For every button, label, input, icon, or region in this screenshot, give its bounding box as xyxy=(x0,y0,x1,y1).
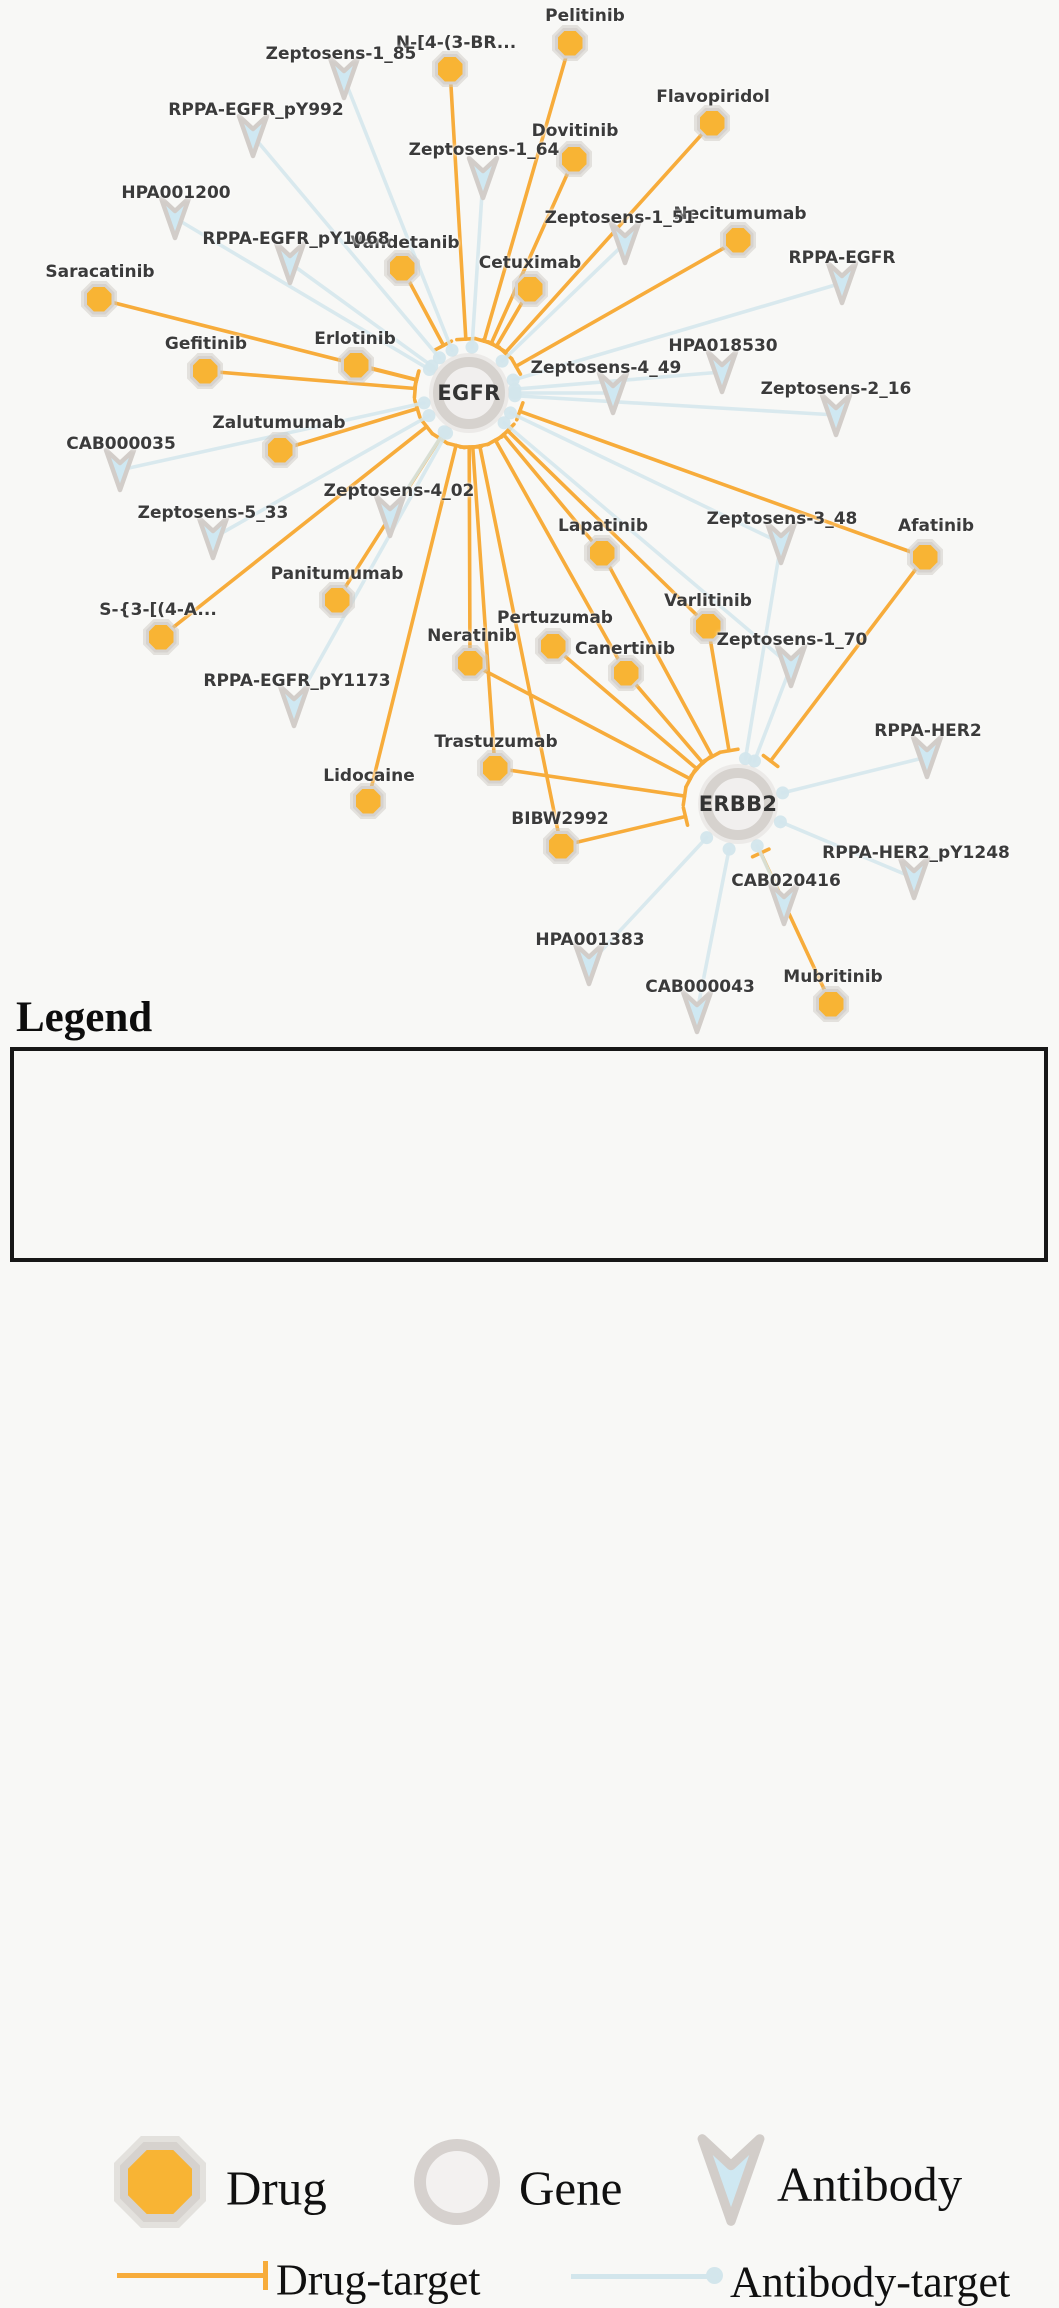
drug-node-gefitinib[interactable] xyxy=(187,353,223,389)
drug-node-mubritinib[interactable] xyxy=(813,986,849,1022)
drug-node-necitumumab[interactable] xyxy=(720,222,756,258)
antibody-node-cab000035[interactable] xyxy=(103,448,137,492)
antibody-chevron-icon xyxy=(466,156,500,200)
legend-title: Legend xyxy=(16,993,152,1042)
node-label-zeptosens-1-64: Zeptosens-1_64 xyxy=(409,140,560,160)
node-label-cab000035: CAB000035 xyxy=(66,434,176,454)
antibody-chevron-icon xyxy=(774,644,808,688)
drug-node-n-4-3-br[interactable] xyxy=(432,51,468,87)
node-label-hpa001200: HPA001200 xyxy=(121,183,230,203)
node-label-s-3-4-a: S-{3-[(4-A... xyxy=(99,600,217,620)
drug-octagon-icon xyxy=(114,2136,206,2228)
node-label-zeptosens-5-33: Zeptosens-5_33 xyxy=(138,503,289,523)
antibody-chevron-icon xyxy=(236,114,270,158)
antibody-chevron-icon xyxy=(696,2134,766,2226)
drug-node-panitumumab[interactable] xyxy=(319,582,355,618)
drug-node-saracatinib[interactable] xyxy=(81,281,117,317)
legend-drug-label: Drug xyxy=(226,2160,327,2217)
antibody-node-zeptosens-2-16[interactable] xyxy=(819,393,853,437)
drug-target-tbar xyxy=(263,2261,268,2290)
node-label-mubritinib: Mubritinib xyxy=(783,967,882,987)
node-label-zeptosens-1-51: Zeptosens-1_51 xyxy=(545,208,696,228)
drug-node-vandetanib[interactable] xyxy=(384,250,420,286)
drug-node-lidocaine[interactable] xyxy=(350,783,386,819)
drug-node-pelitinib[interactable] xyxy=(552,25,588,61)
node-label-zeptosens-4-49: Zeptosens-4_49 xyxy=(531,358,682,378)
drug-node-cetuximab[interactable] xyxy=(512,271,548,307)
node-label-bibw2992: BIBW2992 xyxy=(511,809,608,829)
antibody-target-line xyxy=(571,2274,709,2279)
node-label-rppa-egfr-py1173: RPPA-EGFR_pY1173 xyxy=(203,671,390,691)
node-label-rppa-egfr-py992: RPPA-EGFR_pY992 xyxy=(168,100,343,120)
node-label-zeptosens-1-70: Zeptosens-1_70 xyxy=(717,630,868,650)
node-label-lidocaine: Lidocaine xyxy=(323,766,415,786)
drug-node-canertinib[interactable] xyxy=(608,655,644,691)
node-label-zeptosens-3-48: Zeptosens-3_48 xyxy=(707,509,858,529)
node-label-rppa-egfr-py1068: RPPA-EGFR_pY1068 xyxy=(202,229,389,249)
antibody-node-rppa-egfr-py992[interactable] xyxy=(236,114,270,158)
node-label-pelitinib: Pelitinib xyxy=(545,6,625,26)
drug-node-flavopiridol[interactable] xyxy=(694,105,730,141)
node-label-rppa-her2: RPPA-HER2 xyxy=(874,721,981,741)
node-label-hpa001383: HPA001383 xyxy=(535,930,644,950)
antibody-node-hpa018530[interactable] xyxy=(705,350,739,394)
drug-node-neratinib[interactable] xyxy=(452,645,488,681)
node-label-saracatinib: Saracatinib xyxy=(45,262,154,282)
node-label-afatinib: Afatinib xyxy=(898,516,974,536)
node-label-panitumumab: Panitumumab xyxy=(271,564,404,584)
node-label-trastuzumab: Trastuzumab xyxy=(434,732,557,752)
drug-node-dovitinib[interactable] xyxy=(556,141,592,177)
node-label-hpa018530: HPA018530 xyxy=(668,336,777,356)
node-label-gefitinib: Gefitinib xyxy=(165,334,247,354)
node-label-necitumumab: Necitumumab xyxy=(673,204,806,224)
node-label-zeptosens-4-02: Zeptosens-4_02 xyxy=(324,481,475,501)
antibody-chevron-icon xyxy=(819,393,853,437)
node-label-flavopiridol: Flavopiridol xyxy=(656,87,770,107)
antibody-chevron-icon xyxy=(910,735,944,779)
drug-node-zalutumumab[interactable] xyxy=(262,432,298,468)
legend-antibody-label: Antibody xyxy=(777,2156,962,2213)
antibody-node-zeptosens-1-70[interactable] xyxy=(774,644,808,688)
node-label-pertuzumab: Pertuzumab xyxy=(497,608,613,628)
antibody-node-rppa-her2[interactable] xyxy=(910,735,944,779)
node-label-vandetanib: Vandetanib xyxy=(350,233,459,253)
node-label-cetuximab: Cetuximab xyxy=(479,253,581,273)
node-label-cab020416: CAB020416 xyxy=(731,871,841,891)
node-label-rppa-egfr: RPPA-EGFR xyxy=(789,248,896,268)
drug-node-s-3-4-a[interactable] xyxy=(143,619,179,655)
drug-target-line xyxy=(117,2273,263,2278)
drug-node-erlotinib[interactable] xyxy=(338,347,374,383)
legend-gene-label: Gene xyxy=(519,2160,622,2217)
node-label-varlitinib: Varlitinib xyxy=(664,591,752,611)
gene-node-erbb2[interactable] xyxy=(702,768,774,840)
gene-label-erbb2: ERBB2 xyxy=(699,792,778,816)
node-label-lapatinib: Lapatinib xyxy=(558,516,648,536)
node-label-zeptosens-2-16: Zeptosens-2_16 xyxy=(761,379,912,399)
antibody-chevron-icon xyxy=(705,350,739,394)
node-label-erlotinib: Erlotinib xyxy=(314,329,396,349)
node-label-zalutumumab: Zalutumumab xyxy=(212,413,345,433)
drug-node-bibw2992[interactable] xyxy=(543,828,579,864)
drug-node-afatinib[interactable] xyxy=(907,539,943,575)
antibody-node-zeptosens-1-64[interactable] xyxy=(466,156,500,200)
node-label-dovitinib: Dovitinib xyxy=(532,121,619,141)
antibody-target-dot xyxy=(706,2267,723,2284)
node-label-cab000043: CAB000043 xyxy=(645,977,755,997)
node-label-zeptosens-1-85: Zeptosens-1_85 xyxy=(266,44,417,64)
gene-node-egfr[interactable] xyxy=(433,357,505,429)
gene-label-egfr: EGFR xyxy=(437,381,500,405)
drug-node-pertuzumab[interactable] xyxy=(535,628,571,664)
antibody-chevron-icon xyxy=(103,448,137,492)
node-label-neratinib: Neratinib xyxy=(427,626,517,646)
node-label-rppa-her2-py1248: RPPA-HER2_pY1248 xyxy=(822,843,1010,863)
legend-antibody-target-label: Antibody-target xyxy=(730,2257,1010,2308)
drug-node-lapatinib[interactable] xyxy=(584,535,620,571)
drug-node-trastuzumab[interactable] xyxy=(477,750,513,786)
node-label-canertinib: Canertinib xyxy=(575,639,675,659)
node-label-n-4-3-br: N-[4-(3-BR... xyxy=(396,33,516,53)
gene-circle-icon xyxy=(414,2139,500,2225)
legend-drug-target-label: Drug-target xyxy=(276,2255,480,2306)
legend-box xyxy=(10,1047,1048,1262)
